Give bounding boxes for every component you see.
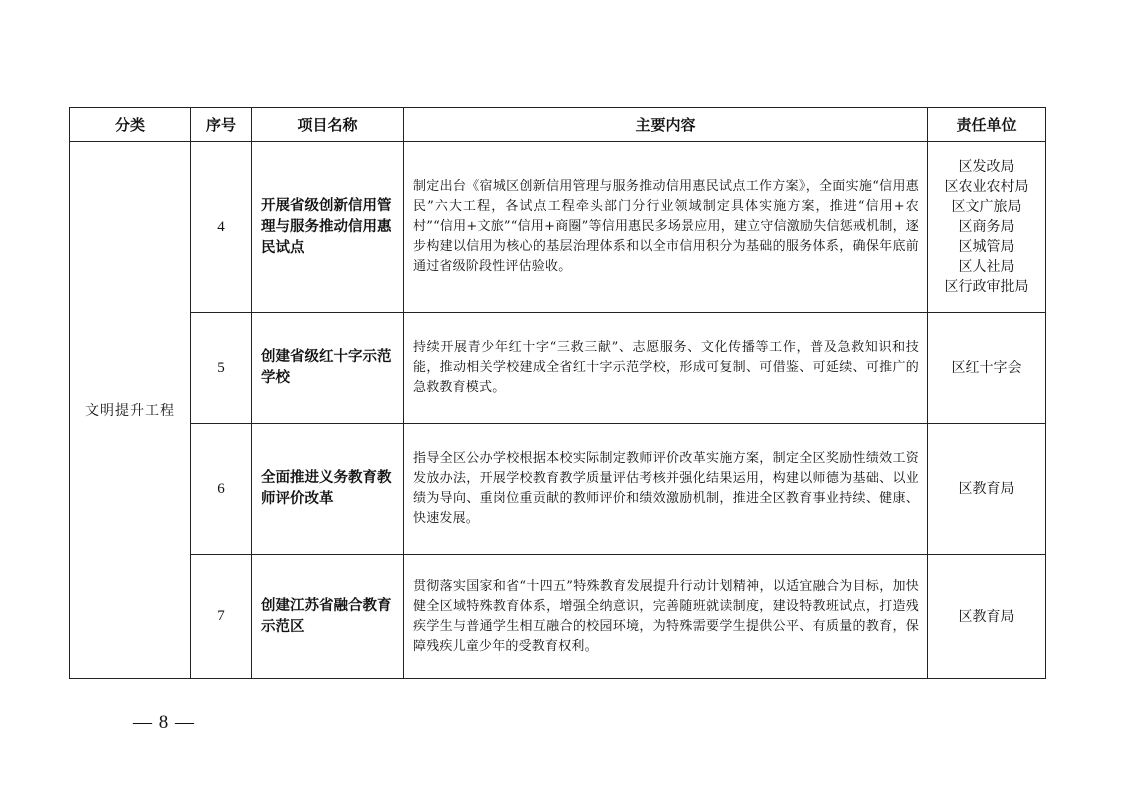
unit-item: 区商务局: [958, 219, 1015, 235]
table-row: [70, 424, 1046, 555]
row-number: 6: [191, 424, 252, 555]
responsible-units: [928, 424, 1046, 555]
responsible-units: [928, 142, 1046, 313]
table-row: [70, 555, 1046, 679]
project-name: 创建江苏省融合教育示范区: [252, 555, 404, 679]
unit-item: 区红十字会: [951, 360, 1022, 376]
page-number: — 8 —: [133, 712, 195, 733]
header-number: 序号: [191, 108, 252, 142]
row-number: 4: [191, 142, 252, 313]
unit-item: 区发改局: [958, 159, 1015, 175]
category-cell: 文明提升工程: [70, 142, 191, 679]
table-row: [70, 142, 1046, 313]
project-content: 制定出台《宿城区创新信用管理与服务推动信用惠民试点工作方案》，全面实施“信用惠民”六大工程，各试点工程牵头部门分行业领域制定具体实施方案，推进“信用+农村”“信用+文旅”“信用+商圈”等信用惠民多场景应用，建立守信激励失信惩戒机制，逐步构建以信用为核心的基层治理体系和以全市信用积分为基础的服务体系，确保年底前通过省级阶段性评估验收。: [404, 142, 928, 313]
responsible-units: [928, 555, 1046, 679]
unit-item: 区农业农村局: [944, 179, 1029, 195]
responsible-units: [928, 313, 1046, 424]
project-name: 开展省级创新信用管理与服务推动信用惠民试点: [252, 142, 404, 313]
unit-item: 区行政审批局: [944, 279, 1029, 295]
header-category: 分类: [70, 108, 191, 142]
unit-item: 区城管局: [958, 239, 1015, 255]
row-number: 7: [191, 555, 252, 679]
row-number: 5: [191, 313, 252, 424]
project-table: [69, 107, 1046, 679]
header-unit: 责任单位: [928, 108, 1046, 142]
table-header-row: [70, 108, 1046, 142]
unit-item: 区人社局: [958, 259, 1015, 275]
project-name: 全面推进义务教育教师评价改革: [252, 424, 404, 555]
header-content: 主要内容: [404, 108, 928, 142]
table-row: [70, 313, 1046, 424]
header-name: 项目名称: [252, 108, 404, 142]
project-content: 指导全区公办学校根据本校实际制定教师评价改革实施方案，制定全区奖励性绩效工资发放办法，开展学校教育教学质量评估考核并强化结果运用，构建以师德为基础、以业绩为导向、重岗位重贡献的教师评价和绩效激励机制，推进全区教育事业持续、健康、快速发展。: [404, 424, 928, 555]
project-content: 持续开展青少年红十字“三救三献”、志愿服务、文化传播等工作，普及急救知识和技能，推动相关学校建成全省红十字示范学校，形成可复制、可借鉴、可延续、可推广的急救教育模式。: [404, 313, 928, 424]
unit-item: 区教育局: [958, 608, 1015, 625]
project-content: 贯彻落实国家和省“十四五”特殊教育发展提升行动计划精神，以适宜融合为目标，加快健全区域特殊教育体系，增强全纳意识，完善随班就读制度，建设特教班试点，打造残疾学生与普通学生相互融合的校园环境，为特殊需要学生提供公平、有质量的教育，保障残疾儿童少年的受教育权利。: [404, 555, 928, 679]
unit-item: 区文广旅局: [951, 199, 1022, 215]
unit-item: 区教育局: [958, 481, 1015, 497]
project-name: 创建省级红十字示范学校: [252, 313, 404, 424]
